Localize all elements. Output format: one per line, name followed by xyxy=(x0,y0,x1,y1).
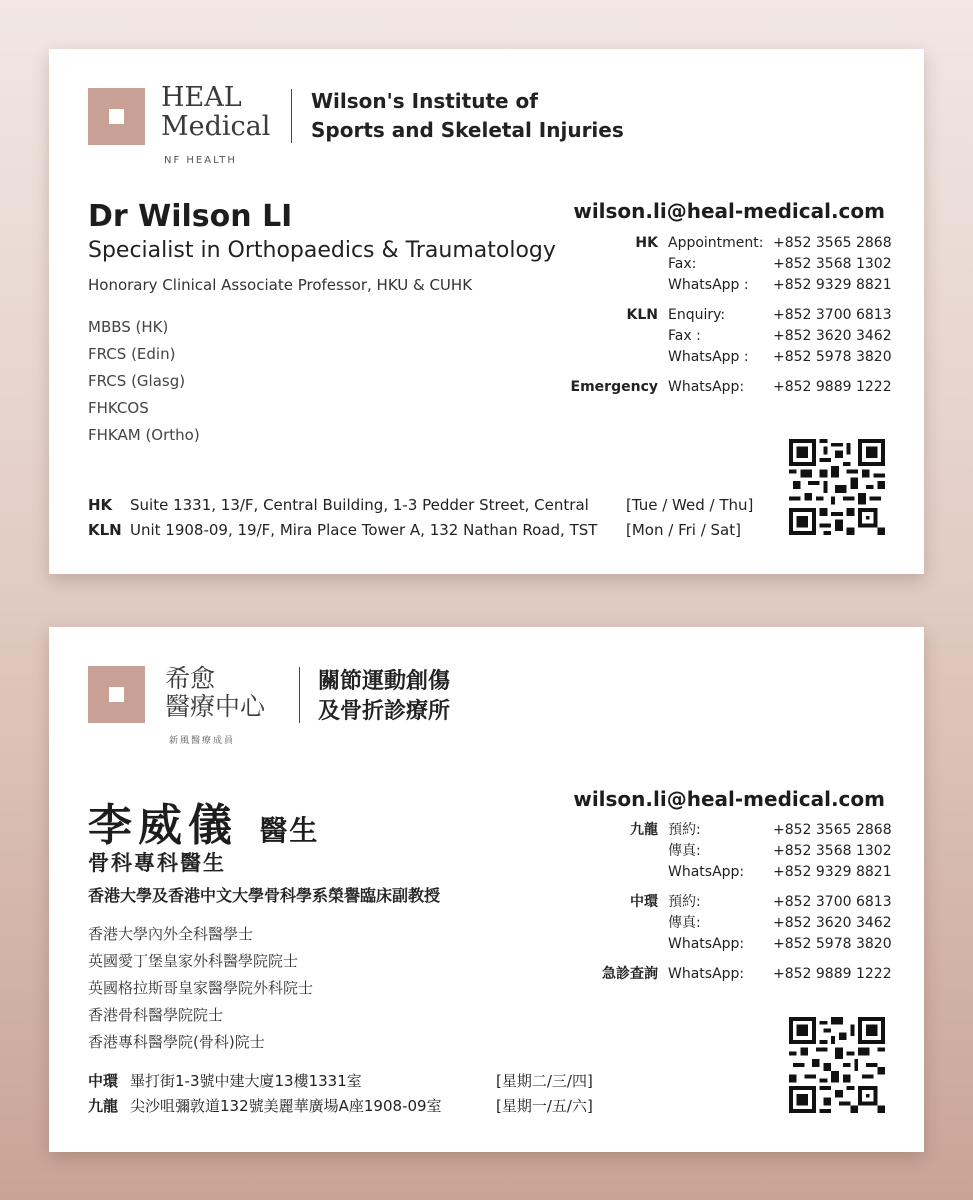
address-location: 中環 xyxy=(88,1072,119,1090)
contact-label: 傳真: xyxy=(668,915,701,931)
contact-location xyxy=(568,862,668,883)
contact-table xyxy=(568,233,892,398)
phone-number[interactable]: +852 9889 1222 xyxy=(773,966,892,982)
phone-number[interactable]: +852 3620 3462 xyxy=(773,328,892,344)
institute-line-1: Wilson's Institute of xyxy=(311,89,538,113)
contact-label: WhatsApp: xyxy=(668,864,745,880)
address-text: 尖沙咀彌敦道132號美麗華廣場A座1908-09室 xyxy=(130,1097,442,1115)
phone-number[interactable]: +852 9329 8821 xyxy=(773,864,892,880)
qualifications-list xyxy=(88,314,200,449)
contact-row xyxy=(568,892,892,913)
brand-line-1: 希愈 xyxy=(165,664,216,693)
contact-label: Fax : xyxy=(668,328,701,344)
contact-row xyxy=(568,934,892,955)
clinic-days: [Tue / Wed / Thu] xyxy=(626,496,754,514)
contact-location xyxy=(568,913,668,934)
phone-number[interactable]: +852 3565 2868 xyxy=(773,822,892,838)
specialty: 骨科專科醫生 xyxy=(88,851,226,875)
brand-subtitle: 新風醫療成員 xyxy=(169,736,236,746)
qr-code-icon xyxy=(789,1017,885,1113)
logo-divider xyxy=(291,89,292,143)
phone-number[interactable]: +852 3700 6813 xyxy=(773,894,892,910)
contact-label: Enquiry: xyxy=(668,307,726,323)
address-location: KLN xyxy=(88,521,122,539)
contact-label: 傳真: xyxy=(668,843,701,859)
clinic-days: [星期一/五/六] xyxy=(496,1097,593,1115)
contact-location xyxy=(568,275,668,296)
business-card-chinese xyxy=(49,627,924,1152)
contact-row xyxy=(568,862,892,883)
qualification-item: 英國格拉斯哥皇家醫學院外科院士 xyxy=(88,979,314,997)
doctor-title: 醫生 xyxy=(259,814,320,847)
phone-number[interactable]: +852 3568 1302 xyxy=(773,256,892,272)
address-row xyxy=(88,493,753,518)
qualifications-list xyxy=(88,921,313,1056)
honorary-title: Honorary Clinical Associate Professor, HKU & CUHK xyxy=(88,276,473,294)
contact-row xyxy=(568,841,892,862)
institute-line-2: Sports and Skeletal Injuries xyxy=(311,118,624,142)
qualification-item: MBBS (HK) xyxy=(88,318,169,336)
contact-location xyxy=(568,326,668,347)
email-link[interactable]: wilson.li@heal-medical.com xyxy=(573,199,885,223)
address-text: Suite 1331, 13/F, Central Building, 1-3 Pedder Street, Central xyxy=(130,496,589,514)
brand-wordmark-zh xyxy=(165,665,265,721)
phone-number[interactable]: +852 3700 6813 xyxy=(773,307,892,323)
contact-label: WhatsApp : xyxy=(668,349,749,365)
contact-label: WhatsApp: xyxy=(668,379,745,395)
contact-location xyxy=(568,934,668,955)
qualification-item: FRCS (Glasg) xyxy=(88,372,186,390)
phone-number[interactable]: +852 5978 3820 xyxy=(773,936,892,952)
qualification-item: FRCS (Edin) xyxy=(88,345,176,363)
address-text: 畢打街1-3號中建大廈13樓1331室 xyxy=(130,1072,362,1090)
address-list xyxy=(88,493,753,543)
qr-code-icon xyxy=(789,439,885,535)
phone-number[interactable]: +852 3568 1302 xyxy=(773,843,892,859)
contact-location: 中環 xyxy=(630,894,658,910)
contact-row xyxy=(568,377,892,398)
institute-name xyxy=(311,87,624,145)
heal-medical-logo-icon xyxy=(88,88,145,145)
qualification-item: 香港專科醫學院(骨科)院士 xyxy=(88,1033,265,1051)
contact-row xyxy=(568,820,892,841)
contact-location xyxy=(568,841,668,862)
contact-label: 預約: xyxy=(668,822,701,838)
business-card-english xyxy=(49,49,924,574)
logo-divider xyxy=(299,667,300,723)
contact-row xyxy=(568,964,892,985)
phone-number[interactable]: +852 9329 8821 xyxy=(773,277,892,293)
brand-wordmark xyxy=(161,83,270,141)
contact-location: 九龍 xyxy=(630,822,658,838)
phone-number[interactable]: +852 9889 1222 xyxy=(773,379,892,395)
contact-location: HK xyxy=(635,235,658,251)
qualification-item: FHKCOS xyxy=(88,399,149,417)
contact-label: Fax: xyxy=(668,256,697,272)
address-text: Unit 1908-09, 19/F, Mira Place Tower A, 132 Nathan Road, TST xyxy=(130,521,598,539)
phone-number[interactable]: +852 5978 3820 xyxy=(773,349,892,365)
contact-row xyxy=(568,275,892,296)
contact-row xyxy=(568,233,892,254)
contact-label: WhatsApp: xyxy=(668,936,745,952)
brand-line-1: HEAL xyxy=(161,82,242,113)
contact-label: WhatsApp : xyxy=(668,277,749,293)
brand-line-2: 醫療中心 xyxy=(165,692,266,721)
clinic-days: [星期二/三/四] xyxy=(496,1072,593,1090)
specialty: Specialist in Orthopaedics & Traumatology xyxy=(88,238,556,263)
qualification-item: 英國愛丁堡皇家外科醫學院院士 xyxy=(88,952,299,970)
address-row xyxy=(88,1094,593,1119)
brand-line-2: Medical xyxy=(161,111,271,142)
doctor-name xyxy=(88,789,319,853)
qualification-item: FHKAM (Ortho) xyxy=(88,426,200,444)
clinic-days: [Mon / Fri / Sat] xyxy=(626,521,741,539)
phone-number[interactable]: +852 3620 3462 xyxy=(773,915,892,931)
contact-label: WhatsApp: xyxy=(668,966,745,982)
address-list xyxy=(88,1069,593,1119)
contact-table xyxy=(568,820,892,985)
doctor-name: Dr Wilson LI xyxy=(88,199,293,234)
institute-line-1: 關節運動創傷 xyxy=(318,669,451,694)
contact-row xyxy=(568,254,892,275)
honorary-title: 香港大學及香港中文大學骨科學系榮譽臨床副教授 xyxy=(88,886,441,905)
contact-row xyxy=(568,305,892,326)
qualification-item: 香港骨科醫學院院士 xyxy=(88,1006,224,1024)
contact-location: 急診查詢 xyxy=(602,966,658,982)
address-row xyxy=(88,1069,593,1094)
address-row xyxy=(88,518,753,543)
email-link[interactable]: wilson.li@heal-medical.com xyxy=(573,787,885,811)
contact-label: 預約: xyxy=(668,894,701,910)
doctor-name-text: 李威儀 xyxy=(88,800,238,851)
contact-location: KLN xyxy=(626,307,658,323)
address-location: 九龍 xyxy=(88,1097,119,1115)
institute-name xyxy=(318,667,450,727)
institute-line-2: 及骨折診療所 xyxy=(318,699,451,724)
address-location: HK xyxy=(88,496,113,514)
contact-label: Appointment: xyxy=(668,235,764,251)
contact-row xyxy=(568,326,892,347)
contact-location xyxy=(568,347,668,368)
contact-row xyxy=(568,913,892,934)
contact-row xyxy=(568,347,892,368)
qualification-item: 香港大學內外全科醫學士 xyxy=(88,925,254,943)
heal-medical-logo-icon xyxy=(88,666,145,723)
brand-subtitle: NF HEALTH xyxy=(164,155,237,166)
contact-location xyxy=(568,254,668,275)
contact-location: Emergency xyxy=(570,379,658,395)
phone-number[interactable]: +852 3565 2868 xyxy=(773,235,892,251)
